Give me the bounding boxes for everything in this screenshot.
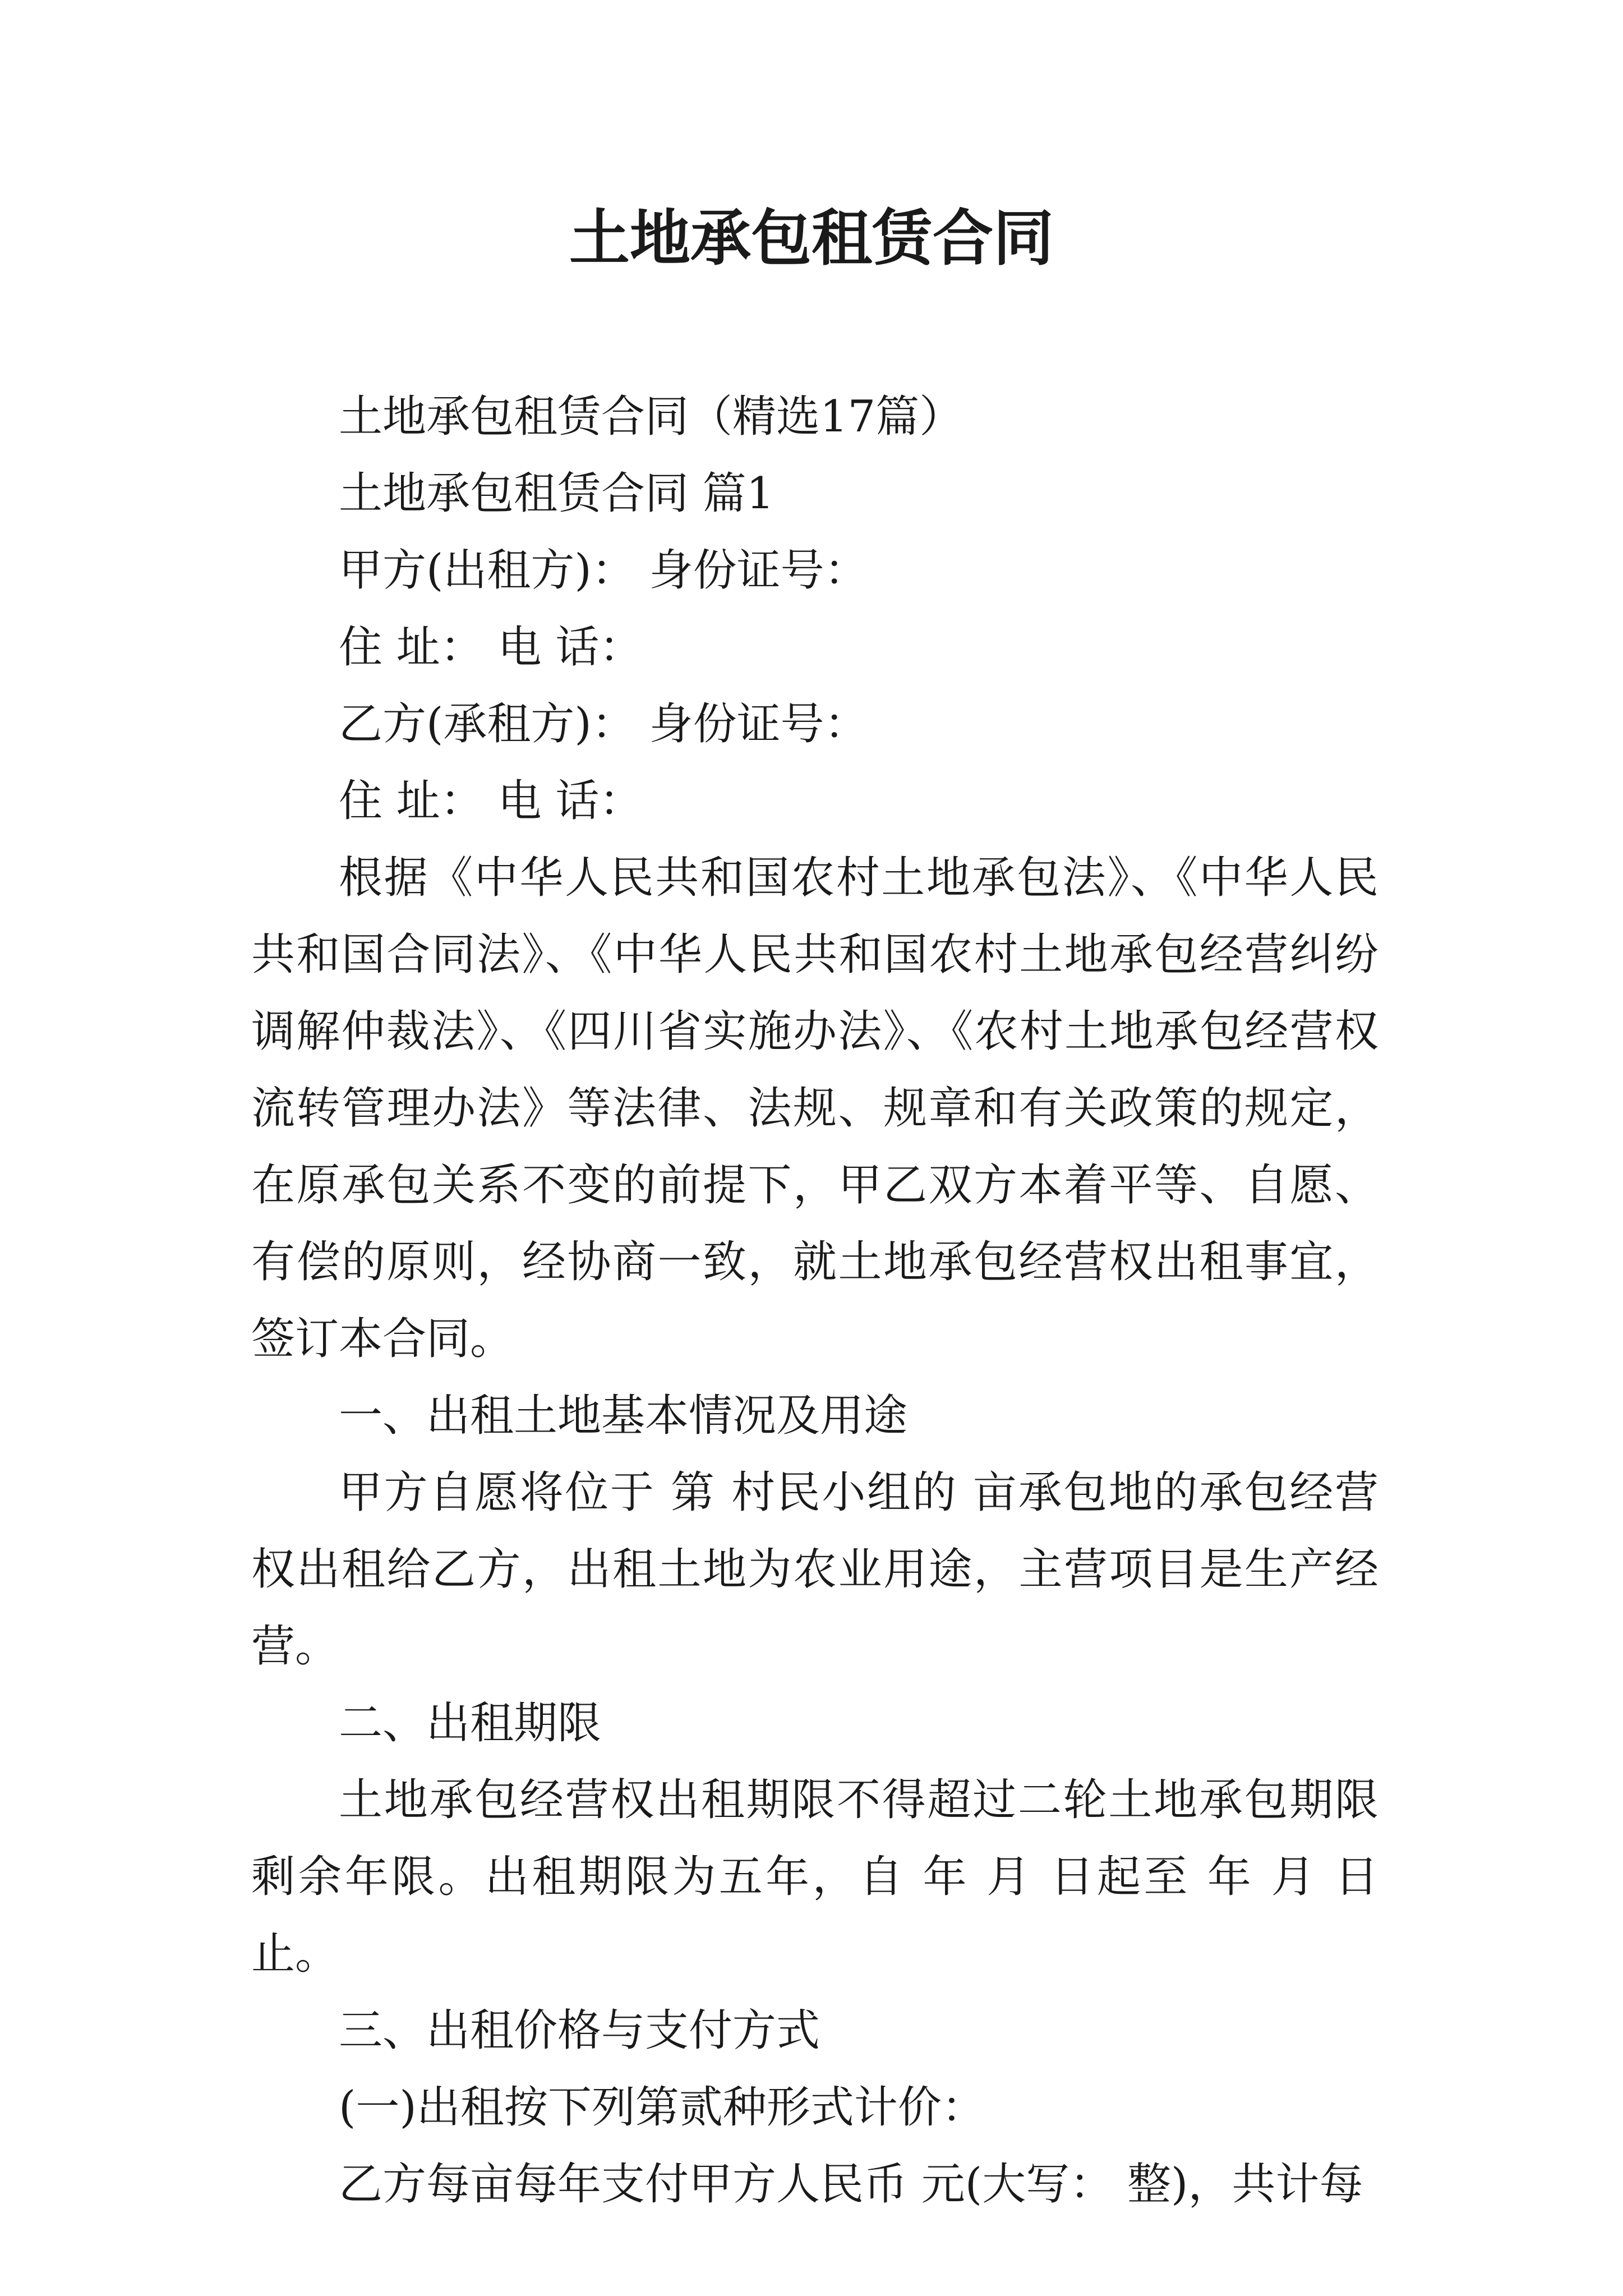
paragraph-heading-term: 二、出租期限 <box>339 1698 602 1749</box>
document-title: 土地承包租赁合同 <box>569 203 1054 274</box>
paragraph-party-b-address: 住 址： 电 话： <box>339 776 643 826</box>
paragraph-term: 土地承包经营权出租期限不得超过二轮土地承包期限剩余年限。出租期限为五年，自 年 月 日起至 年 月 日止。 <box>251 1775 1378 1979</box>
paragraph-party-a-address: 住 址： 电 话： <box>339 622 643 673</box>
paragraph-section-heading: 土地承包租赁合同 篇1 <box>339 468 774 519</box>
paragraph-price-method: (一)出租按下列第贰种形式计价： <box>339 2082 985 2133</box>
paragraph-party-a: 甲方(出租方)： 身份证号： <box>339 545 868 596</box>
paragraph-party-b: 乙方(承租方)： 身份证号： <box>339 699 868 749</box>
paragraph-subtitle: 土地承包租赁合同（精选17篇） <box>339 392 963 442</box>
paragraph-price-detail: 乙方每亩每年支付甲方人民币 元(大写： 整)，共计每 <box>339 2159 1363 2210</box>
document-body <box>251 379 1378 2223</box>
paragraph-heading-land-info: 一、出租土地基本情况及用途 <box>339 1391 908 1441</box>
paragraph-heading-price: 三、出租价格与支付方式 <box>339 2005 820 2056</box>
paragraph-land-info: 甲方自愿将位于 第 村民小组的 亩承包地的承包经营权出租给乙方，出租土地为农业用途，主营项目是生产经营。 <box>251 1467 1378 1672</box>
paragraph-legal-basis: 根据《中华人民共和国农村土地承包法》、《中华人民共和国合同法》、《中华人民共和国农村土地承包经营纠纷调解仲裁法》、《四川省实施办法》、《农村土地承包经营权流转管理办法》等法律、法规、规章和有关政策的规定，在原承包关系不变的前提下，甲乙双方本着平等、自愿、有偿的原则，经协商一致，就土地承包经营权出租事宜，签订本合同。 <box>251 853 1378 1364</box>
